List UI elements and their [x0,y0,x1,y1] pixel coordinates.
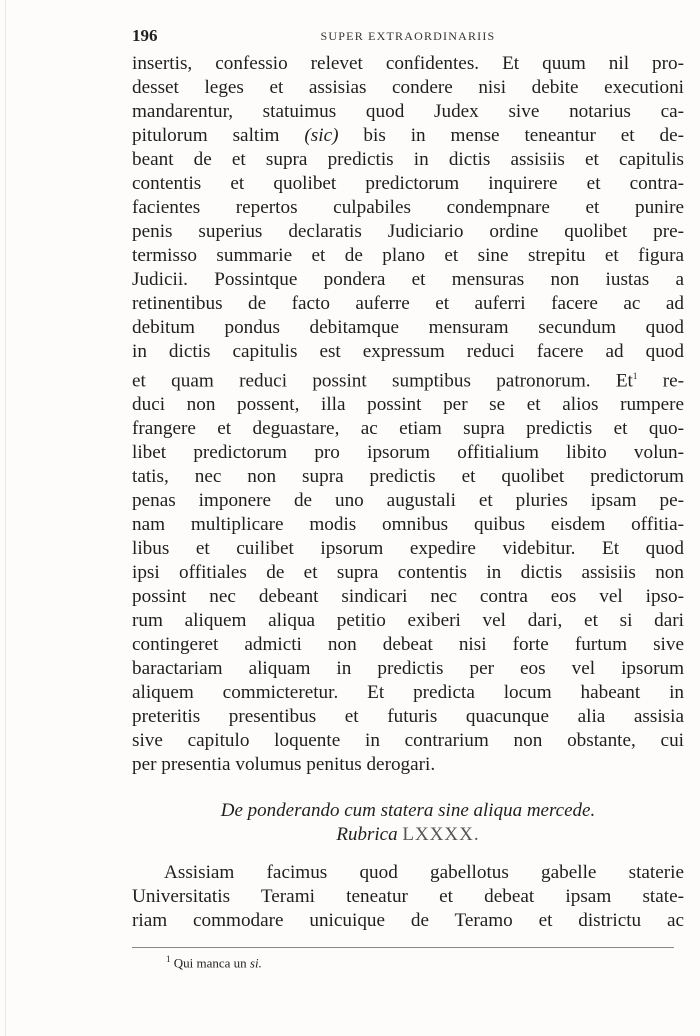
rubric-label-line [132,823,684,847]
text-line: nam multiplicare modis omnibus quibus eisdem offitia- [132,514,684,536]
running-title: SUPER EXTRAORDINARIIS [320,29,496,43]
running-head [132,26,684,50]
text-line: sive capitulo loquente in contrarium non obstante, cui [132,730,684,752]
text-line: preteritis presentibus et futuris quacunque alia assisia [132,706,684,728]
sic-note: (sic) [304,125,339,146]
text-line: penas imponere de uno augustali et pluries ipsam pe- [132,490,684,512]
text-line: possint nec debeant sindicari nec contra eos vel ipso- [132,586,684,608]
text-line: in dictis capitulis est expressum reduci facere ad quod [132,341,684,362]
text-line: termisso summarie et de plano et sine strepitu et figura [132,245,684,266]
text-line: libus et cuilibet ipsorum expedire videbitur. Et quod [132,538,684,560]
footnote-divider [132,947,674,948]
text-line: frangere et deguastare, ac etiam supra predictis et quo- [132,418,684,440]
rubric-numeral: LXXXX. [402,824,480,846]
text-line-with-footnote-ref [132,364,684,393]
text-line: insertis, confessio relevet confidentes. Et quum nil pro- [132,53,684,74]
text-fragment: re- [662,370,685,392]
text-line: contingeret admicti non debeat nisi forte furtum sive [132,634,684,656]
book-page [132,20,684,972]
text-line: debitum pondus debitamque mensuram secundum quod [132,317,684,338]
text-line: retinentibus de facto auferre et auferri facere ac ad [132,293,684,314]
text-line: desset leges et assisias condere nisi debite executioni [132,77,684,98]
rubric-heading [132,799,684,847]
text-line: beant de et supra predictis in dictis assisiis et capitulis [132,149,684,170]
rubric-label: Rubrica [336,824,398,846]
footnote-marker: 1 [166,954,171,965]
rubric-title: De ponderando cum statera sine aliqua mercede. [220,800,596,822]
text-fragment: et quam reduci possint sumptibus patronorum. Et [132,370,633,392]
text-line: per presentia volumus penitus derogari. [132,754,436,776]
main-paragraph [132,52,684,777]
text-line-with-sic [132,124,684,148]
text-line: tatis, nec non supra predictis et quolibet predictorum [132,466,684,488]
footnote [132,954,684,971]
text-line: mandarentur, statuimus quod Judex sive notarius ca- [132,101,684,122]
text-fragment: pitulorum saltim [132,125,280,146]
footnote-italic: si. [249,955,262,971]
text-line: rum aliquem aliqua petitio exiberi vel dari, et si dari [132,610,684,632]
text-fragment: bis in mense teneantur et de- [363,125,684,146]
text-line: libet predictorum pro ipsorum offitialium libito volun- [132,442,684,464]
text-line: penis superius declaratis Judiciario ordine quolibet pre- [132,221,684,242]
text-line: baractariam aliquam in predictis per eos vel ipsorum [132,658,684,680]
text-line: ipsi offitiales de et supra contentis in dictis assisiis non [132,562,684,584]
page-number: 196 [132,26,158,45]
text-line: duci non possent, illa possint per se et alios rumpere [132,394,684,416]
page-edge-line [5,0,6,1036]
footnote-text: Qui manca un [173,955,247,971]
text-line: facientes repertos culpabiles condempnare et punire [132,197,684,218]
text-line: Judicii. Possintque pondera et mensuras non iustas a [132,269,684,290]
text-line: contentis et quolibet predictorum inquirere et contra- [132,173,684,194]
second-paragraph [132,861,684,933]
text-line: Assisiam facimus quod gabellotus gabelle staterie [164,862,684,884]
text-line: riam commodare unicuique de Teramo et districtu ac [132,910,684,932]
text-line: aliquem commicteretur. Et predicta locum habeant in [132,682,684,704]
text-line: Universitatis Terami teneatur et debeat ipsam state- [132,886,684,908]
footnote-reference[interactable]: 1 [632,371,638,381]
